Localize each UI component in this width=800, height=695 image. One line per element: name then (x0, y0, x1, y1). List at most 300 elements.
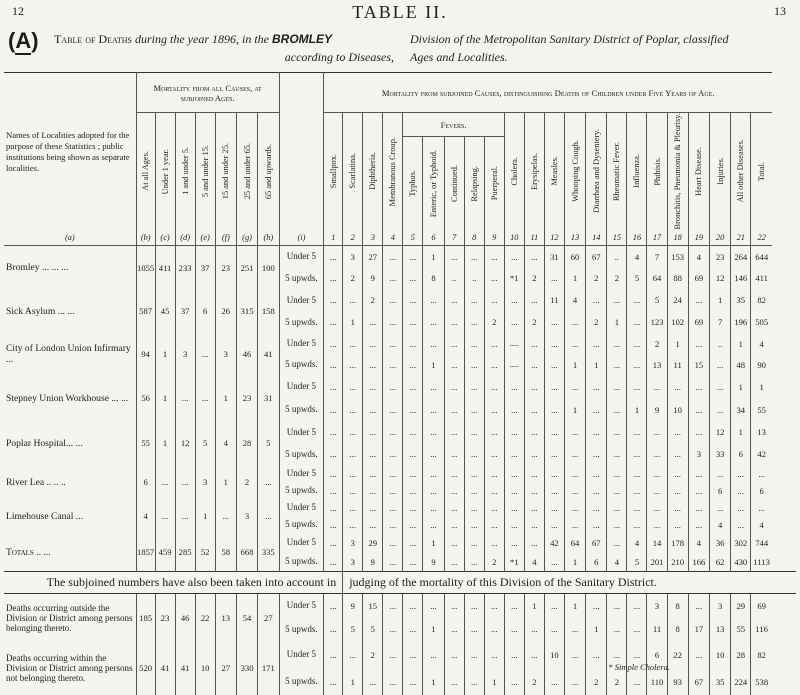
cause-count: ... (586, 289, 607, 311)
cause-count: ... (607, 465, 627, 482)
age-count: 13 (215, 593, 236, 641)
cause-count: 27 (363, 245, 383, 267)
age-group-label: Under 5 (279, 333, 324, 354)
cause-count: 10 (544, 641, 564, 668)
cause-count: 2 (524, 668, 544, 695)
age-group-label: 5 upwds. (279, 354, 324, 375)
column-number: 17 (647, 231, 667, 245)
cause-count: ... (464, 533, 484, 552)
cause-count: ... (688, 398, 709, 421)
column-heading: Typhus. (408, 170, 418, 197)
cause-count: ... (383, 289, 403, 311)
cause-count: 2 (586, 267, 607, 289)
age-group-label: 5 upwds. (279, 398, 324, 421)
cause-count: ... (647, 421, 667, 443)
cause-count: 744 (755, 537, 769, 548)
cause-count: ... (688, 641, 709, 668)
cause-count: ... (464, 289, 484, 311)
locality-name: Limehouse Canal ... (4, 499, 136, 533)
cause-count: ... (363, 443, 383, 465)
names-heading: Names of Localities adopted for the purpose of these Statistics ; public institutions being shown as separate localities. (4, 73, 136, 232)
cause-count: ... (324, 354, 343, 375)
column-heading: Enteric, or Typhoid. (429, 149, 439, 218)
age-count: ... (215, 499, 236, 533)
cause-count: 644 (755, 251, 769, 262)
table-row (4, 245, 796, 267)
cause-count: ... (383, 398, 403, 421)
cause-count: 123 (647, 311, 667, 333)
cause-count: 6 (586, 552, 607, 571)
cause-count: ... (688, 289, 709, 311)
cause-count: ... (324, 443, 343, 465)
cause-count: ... (627, 499, 647, 516)
column-number: 22 (751, 231, 772, 245)
cause-count: ... (423, 289, 444, 311)
cause-count: 10 (710, 641, 731, 668)
cause-count: ... (383, 354, 403, 375)
cause-count: ... (607, 398, 627, 421)
cause-count: ... (343, 641, 363, 668)
cause-count: ... (444, 245, 464, 267)
age-count: 52 (195, 533, 215, 571)
mortality-subjoined-heading: Mortality from subjoined Causes, distinguishing Deaths of Children under Five Years of Age. (324, 73, 772, 113)
age-count: 5 (195, 421, 215, 465)
cause-count: ... (403, 499, 423, 516)
cause-count: ... (688, 516, 709, 533)
cause-count: 5 (343, 617, 363, 641)
cause-count: 11 (667, 354, 688, 375)
age-count: 1055 (136, 245, 155, 289)
cause-count: ... (383, 641, 403, 668)
cause-count: ... (423, 499, 444, 516)
cause-count: ... (688, 482, 709, 499)
cause-count: ... (607, 499, 627, 516)
column-number: 8 (464, 231, 484, 245)
age-count: ... (175, 375, 195, 421)
cause-count: ... (444, 593, 464, 617)
cause-count: ... (627, 311, 647, 333)
cause-count: 33 (710, 443, 731, 465)
cause-count: 264 (731, 245, 751, 267)
locality-name: Sick Asylum ... ... (4, 289, 136, 333)
cause-count: 210 (667, 552, 688, 571)
cause-count: ... (564, 516, 585, 533)
age-group-label: 5 upwds. (279, 516, 324, 533)
column-letter: (g) (236, 231, 257, 245)
cause-count: ... (484, 443, 504, 465)
column-number: 10 (504, 231, 524, 245)
cause-count: ... (667, 465, 688, 482)
column-heading: Total. (757, 161, 767, 181)
cause-count: ... (444, 421, 464, 443)
cause-count: 302 (731, 533, 751, 552)
table-row (4, 593, 796, 617)
cause-count: ... (607, 354, 627, 375)
age-count: 45 (155, 289, 175, 333)
age-count: ... (258, 465, 279, 499)
age-count: 171 (258, 641, 279, 695)
cause-count: ... (423, 375, 444, 398)
column-heading: 65 and upwards. (263, 143, 273, 199)
cause-count: 14 (647, 533, 667, 552)
cause-count: 1 (731, 333, 751, 354)
cause-count: ... (504, 398, 524, 421)
cause-count: ... (324, 267, 343, 289)
cause-count: ... (524, 333, 544, 354)
age-count: 285 (175, 533, 195, 571)
cause-count: 2 (524, 267, 544, 289)
cause-count: 36 (710, 533, 731, 552)
cause-count: ... (544, 443, 564, 465)
cause-count: ... (758, 502, 765, 513)
cause-count: ... (403, 289, 423, 311)
age-count: 4 (136, 499, 155, 533)
column-heading: Phthisis. (652, 156, 662, 186)
cause-count: 4 (710, 516, 731, 533)
column-number: 1 (324, 231, 343, 245)
age-count: 251 (236, 245, 257, 289)
cause-count: .. (464, 267, 484, 289)
cause-count: 1 (564, 398, 585, 421)
cause-count: ... (484, 533, 504, 552)
cause-count: ... (586, 482, 607, 499)
cause-count: ... (324, 375, 343, 398)
cause-count: ... (324, 552, 343, 571)
cause-count: ... (504, 482, 524, 499)
cause-count: ... (324, 465, 343, 482)
age-count: 668 (236, 533, 257, 571)
cause-count: 8 (423, 267, 444, 289)
cause-count: 1 (564, 552, 585, 571)
cause-count: ... (627, 668, 647, 695)
age-group-label: Under 5 (279, 533, 324, 552)
cause-count: ... (524, 375, 544, 398)
cause-count: 82 (757, 295, 766, 306)
cause-count: 12 (710, 421, 731, 443)
cause-count: ... (464, 398, 484, 421)
caption-left: Table of Deaths during the year 1896, in the BROMLEY according to Diseases, (54, 32, 394, 64)
cause-count: ... (464, 552, 484, 571)
cause-count: 11 (647, 617, 667, 641)
cause-count: ... (324, 333, 343, 354)
cause-count: 2 (586, 668, 607, 695)
cause-count: ... (464, 245, 484, 267)
cause-count: 31 (544, 245, 564, 267)
cause-count: 1 (484, 668, 504, 695)
column-heading: Cholera. (509, 156, 519, 186)
column-heading: Influenza. (632, 154, 642, 189)
cause-count: 17 (688, 617, 709, 641)
cause-count: ... (423, 465, 444, 482)
cause-count: ... (324, 593, 343, 617)
cause-count: ... (607, 289, 627, 311)
cause-count: 1 (564, 593, 585, 617)
cause-count: ... (383, 499, 403, 516)
cause-count: ... (688, 333, 709, 354)
age-count: 1 (215, 465, 236, 499)
cause-count: 1 (423, 245, 444, 267)
cause-count: ... (647, 465, 667, 482)
cause-count: 10 (667, 398, 688, 421)
cause-count: ... (504, 245, 524, 267)
cause-count: ... (484, 421, 504, 443)
age-count: 6 (136, 465, 155, 499)
cause-count: ... (444, 482, 464, 499)
cause-count: ... (504, 516, 524, 533)
cause-count: 1 (627, 398, 647, 421)
cause-count: 90 (757, 359, 766, 370)
cause-count: 1113 (753, 556, 770, 567)
column-heading: At all Ages. (141, 151, 151, 192)
age-count: 3 (195, 465, 215, 499)
cause-count: ... (343, 482, 363, 499)
age-count: ... (258, 499, 279, 533)
cause-count: ... (484, 398, 504, 421)
age-group-label: Under 5 (279, 421, 324, 443)
column-heading: Continued. (449, 164, 459, 202)
cause-count: ... (667, 499, 688, 516)
cause-count: ... (544, 398, 564, 421)
cause-count: 6 (759, 485, 764, 496)
footnote: * Simple Cholera. (608, 662, 670, 672)
cause-count: ... (383, 552, 403, 571)
age-count: ... (195, 333, 215, 375)
cause-count: 13 (647, 354, 667, 375)
column-number: 19 (688, 231, 709, 245)
cause-count: ... (607, 333, 627, 354)
cause-count: ... (667, 516, 688, 533)
cause-count: 42 (757, 449, 766, 460)
cause-count: ... (324, 421, 343, 443)
cause-count: 67 (688, 668, 709, 695)
cause-count: ... (403, 516, 423, 533)
cause-count: ... (544, 465, 564, 482)
column-heading: Rheumatic Fever. (612, 141, 622, 201)
cause-count: ... (444, 465, 464, 482)
cause-count: 2 (343, 267, 363, 289)
cause-count: ... (564, 443, 585, 465)
cause-count: ... (464, 593, 484, 617)
age-count: 41 (258, 333, 279, 375)
column-heading: Smallpox. (328, 154, 338, 189)
cause-count: ... (343, 499, 363, 516)
column-heading: 25 and under 65. (242, 143, 252, 200)
cause-count: 23 (710, 245, 731, 267)
cause-count: ... (403, 245, 423, 267)
cause-count: ... (464, 354, 484, 375)
cause-count: ... (444, 354, 464, 375)
cause-count: ... (688, 465, 709, 482)
cause-count: ... (524, 398, 544, 421)
cause-count: ... (544, 333, 564, 354)
column-heading: Scarlatina. (348, 153, 358, 190)
column-number: 6 (423, 231, 444, 245)
age-count: 233 (175, 245, 195, 289)
fevers-heading: Fevers. (403, 113, 504, 137)
age-count: 58 (215, 533, 236, 571)
age-count: 6 (195, 289, 215, 333)
cause-count: ... (731, 516, 751, 533)
cause-count: ... (484, 516, 504, 533)
cause-count: ... (403, 668, 423, 695)
cause-count: ... (383, 482, 403, 499)
cause-count: ... (564, 311, 585, 333)
cause-count: ... (667, 443, 688, 465)
age-count: 5 (258, 421, 279, 465)
age-count: 330 (236, 641, 257, 695)
cause-count: 4 (627, 245, 647, 267)
cause-count: 102 (667, 311, 688, 333)
cause-count: ... (504, 533, 524, 552)
cause-count: ... (464, 516, 484, 533)
cause-count: ... (544, 375, 564, 398)
cause-count: ... (343, 354, 363, 375)
cause-count: — (504, 354, 524, 375)
cause-count: ... (444, 375, 464, 398)
cause-count: ... (627, 641, 647, 668)
cause-count: ... (383, 593, 403, 617)
cause-count: ... (324, 311, 343, 333)
cause-count: ... (484, 641, 504, 668)
cause-count: ... (423, 516, 444, 533)
cause-count: 2 (484, 311, 504, 333)
column-number: 9 (484, 231, 504, 245)
cause-count: ... (731, 465, 751, 482)
cause-count: 196 (731, 311, 751, 333)
cause-count: ... (464, 375, 484, 398)
table-row (4, 333, 796, 354)
cause-count: ... (504, 617, 524, 641)
cause-count: ... (688, 593, 709, 617)
age-count: 3 (215, 333, 236, 375)
cause-count: 1 (343, 668, 363, 695)
cause-count: 3 (343, 533, 363, 552)
cause-count: ... (544, 482, 564, 499)
cause-count: ... (586, 421, 607, 443)
cause-count: 1 (586, 617, 607, 641)
cause-count: ... (444, 533, 464, 552)
cause-count: 146 (731, 267, 751, 289)
age-group-label: Under 5 (279, 499, 324, 516)
cause-count: ... (383, 668, 403, 695)
cause-count: ... (544, 267, 564, 289)
cause-count: ... (627, 482, 647, 499)
cause-count: 11 (544, 289, 564, 311)
cause-count: ... (324, 617, 343, 641)
cause-count: 55 (757, 404, 766, 415)
age-count: 1857 (136, 533, 155, 571)
cause-count: 430 (731, 552, 751, 571)
age-count: 28 (236, 421, 257, 465)
cause-count: ... (324, 516, 343, 533)
cause-count: ... (524, 617, 544, 641)
cause-count: 1 (586, 354, 607, 375)
cause-count: ... (544, 516, 564, 533)
cause-count: 2 (363, 641, 383, 668)
cause-count: ... (647, 482, 667, 499)
cause-count: ... (324, 245, 343, 267)
cause-count: ... (363, 499, 383, 516)
cause-count: ... (504, 593, 524, 617)
cause-count: ... (363, 311, 383, 333)
age-count: 335 (258, 533, 279, 571)
age-count: 37 (175, 289, 195, 333)
cause-count: ... (363, 482, 383, 499)
cause-count: ... (383, 333, 403, 354)
cause-count: .. (710, 333, 731, 354)
age-count: 520 (136, 641, 155, 695)
table-row (4, 289, 796, 311)
age-group-label: 5 upwds. (279, 443, 324, 465)
cause-count: 5 (363, 617, 383, 641)
cause-count: ... (504, 311, 524, 333)
locality-name: Bromley ... ... ... (4, 245, 136, 289)
cause-count: 4 (607, 552, 627, 571)
cause-count: ... (607, 617, 627, 641)
cause-count: 2 (363, 289, 383, 311)
cause-count: ... (403, 421, 423, 443)
age-count: 37 (195, 245, 215, 289)
cause-count: 35 (731, 289, 751, 311)
deaths-table (4, 72, 796, 695)
age-group-label: Under 5 (279, 245, 324, 267)
age-count: 3 (175, 333, 195, 375)
column-number: 16 (627, 231, 647, 245)
cause-count: ... (627, 354, 647, 375)
cause-count: 4 (688, 245, 709, 267)
cause-count: ... (586, 641, 607, 668)
cause-count: ... (324, 499, 343, 516)
column-heading: Heart Disease. (694, 146, 704, 196)
column-letter: (f) (215, 231, 236, 245)
cause-count: 2 (607, 267, 627, 289)
cause-count: ... (607, 641, 627, 668)
cause-count: ... (403, 552, 423, 571)
cause-count: 1 (564, 267, 585, 289)
cause-count: 28 (731, 641, 751, 668)
age-count: 1 (155, 421, 175, 465)
cause-count: ... (627, 375, 647, 398)
age-group-label: Under 5 (279, 375, 324, 398)
cause-count: ... (504, 465, 524, 482)
cause-count: ... (484, 354, 504, 375)
cause-count: 1 (710, 289, 731, 311)
cause-count: 1 (423, 617, 444, 641)
age-group-label: 5 upwds. (279, 617, 324, 641)
cause-count: 3 (647, 593, 667, 617)
cause-count: ... (363, 375, 383, 398)
cause-count: 4 (759, 338, 764, 349)
column-heading: All other Diseases. (736, 139, 746, 203)
cause-count: ... (544, 354, 564, 375)
cause-count: ... (586, 443, 607, 465)
cause-count: ... (484, 289, 504, 311)
cause-count: ... (464, 333, 484, 354)
cause-count: 2 (647, 333, 667, 354)
column-number: 14 (586, 231, 607, 245)
cause-count: 8 (667, 593, 688, 617)
cause-count: ... (464, 641, 484, 668)
table-row (4, 533, 796, 552)
table-row (4, 421, 796, 443)
age-count: 10 (195, 641, 215, 695)
cause-count: ... (403, 617, 423, 641)
cause-count: 93 (667, 668, 688, 695)
cause-count: 201 (647, 552, 667, 571)
cause-count: ... (731, 482, 751, 499)
cause-count: ... (403, 641, 423, 668)
cause-count: 15 (363, 593, 383, 617)
